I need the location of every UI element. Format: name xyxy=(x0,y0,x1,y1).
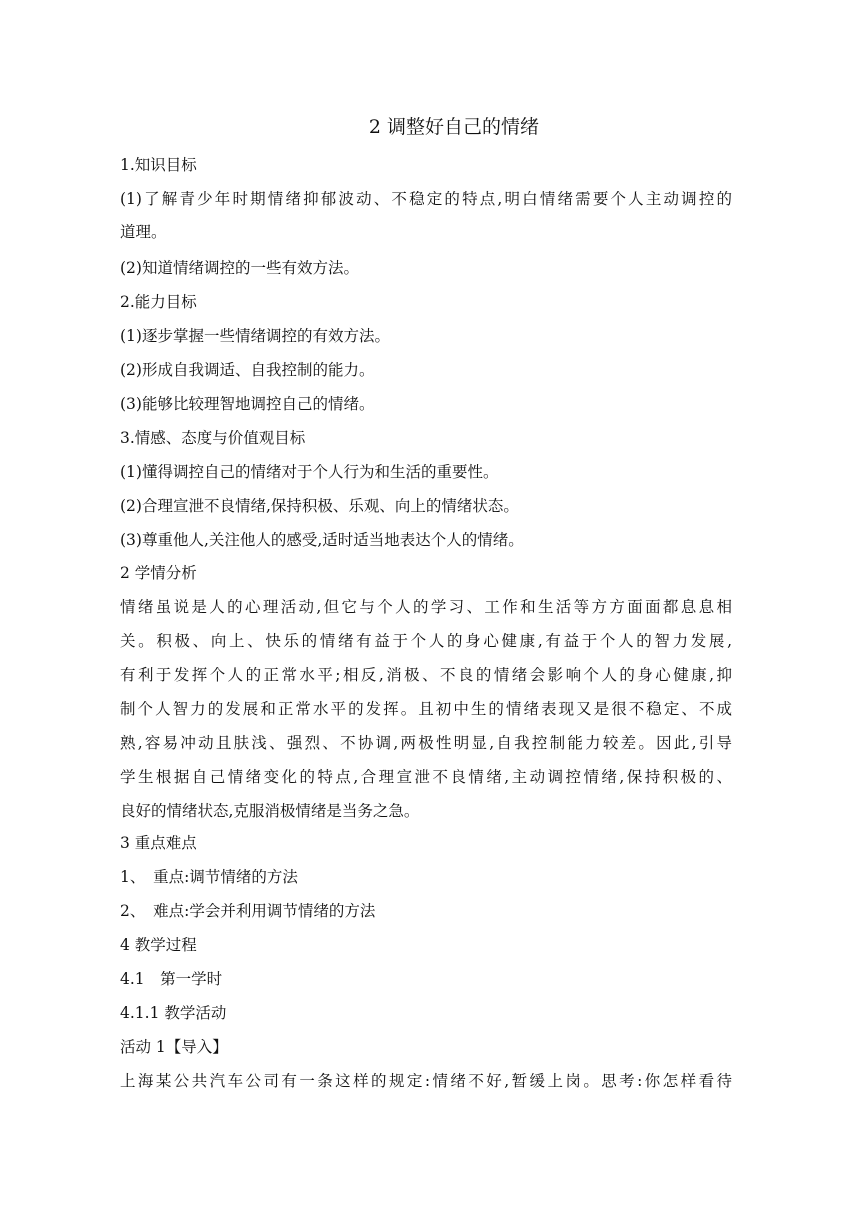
paragraph-line: 情绪虽说是人的心理活动,但它与个人的学习、工作和生活等方方面面都息息相 xyxy=(120,598,732,616)
text-line: 1、 重点:调节情绪的方法 xyxy=(120,868,298,886)
heading-analysis: 2 学情分析 xyxy=(120,564,197,582)
heading-first-lesson: 4.1 第一学时 xyxy=(120,970,223,988)
text-line: (3)尊重他人,关注他人的感受,适时适当地表达个人的情绪。 xyxy=(120,531,524,549)
paragraph-line: 关。积极、向上、快乐的情绪有益于个人的身心健康,有益于个人的智力发展, xyxy=(120,632,732,650)
text-line: 2、 难点:学会并利用调节情绪的方法 xyxy=(120,902,376,920)
text-line: (1)了解青少年时期情绪抑郁波动、不稳定的特点,明白情绪需要个人主动调控的 xyxy=(120,190,732,208)
text-line: (1)逐步掌握一些情绪调控的有效方法。 xyxy=(120,327,390,345)
heading-process: 4 教学过程 xyxy=(120,936,197,954)
paragraph-line: 制个人智力的发展和正常水平的发挥。且初中生的情绪表现又是很不稳定、不成 xyxy=(120,700,732,718)
heading-emotion-goal: 3.情感、态度与价值观目标 xyxy=(120,429,306,447)
text-line: 道理。 xyxy=(120,223,167,241)
heading-ability-goal: 2.能力目标 xyxy=(120,293,197,311)
text-line: 上海某公共汽车公司有一条这样的规定:情绪不好,暂缓上岗。思考:你怎样看待 xyxy=(120,1072,732,1090)
text-line: (1)懂得调控自己的情绪对于个人行为和生活的重要性。 xyxy=(120,463,499,481)
paragraph-line: 良好的情绪状态,克服消极情绪是当务之急。 xyxy=(120,802,420,820)
paragraph-line: 熟,容易冲动且肤浅、强烈、不协调,两极性明显,自我控制能力较差。因此,引导 xyxy=(120,734,732,752)
document-title: 2 调整好自己的情绪 xyxy=(368,116,540,138)
heading-key-points: 3 重点难点 xyxy=(120,834,197,852)
text-line: (2)知道情绪调控的一些有效方法。 xyxy=(120,259,359,277)
paragraph-line: 学生根据自己情绪变化的特点,合理宣泄不良情绪,主动调控情绪,保持积极的、 xyxy=(120,768,732,786)
text-line: (2)形成自我调适、自我控制的能力。 xyxy=(120,361,375,379)
heading-knowledge-goal: 1.知识目标 xyxy=(120,156,197,174)
text-line: (2)合理宣泄不良情绪,保持积极、乐观、向上的情绪状态。 xyxy=(120,497,519,515)
paragraph-line: 有利于发挥个人的正常水平;相反,消极、不良的情绪会影响个人的身心健康,抑 xyxy=(120,666,732,684)
heading-activity-1: 活动 1【导入】 xyxy=(120,1038,228,1056)
heading-activities: 4.1.1 教学活动 xyxy=(120,1004,227,1022)
text-line: (3)能够比较理智地调控自己的情绪。 xyxy=(120,395,375,413)
